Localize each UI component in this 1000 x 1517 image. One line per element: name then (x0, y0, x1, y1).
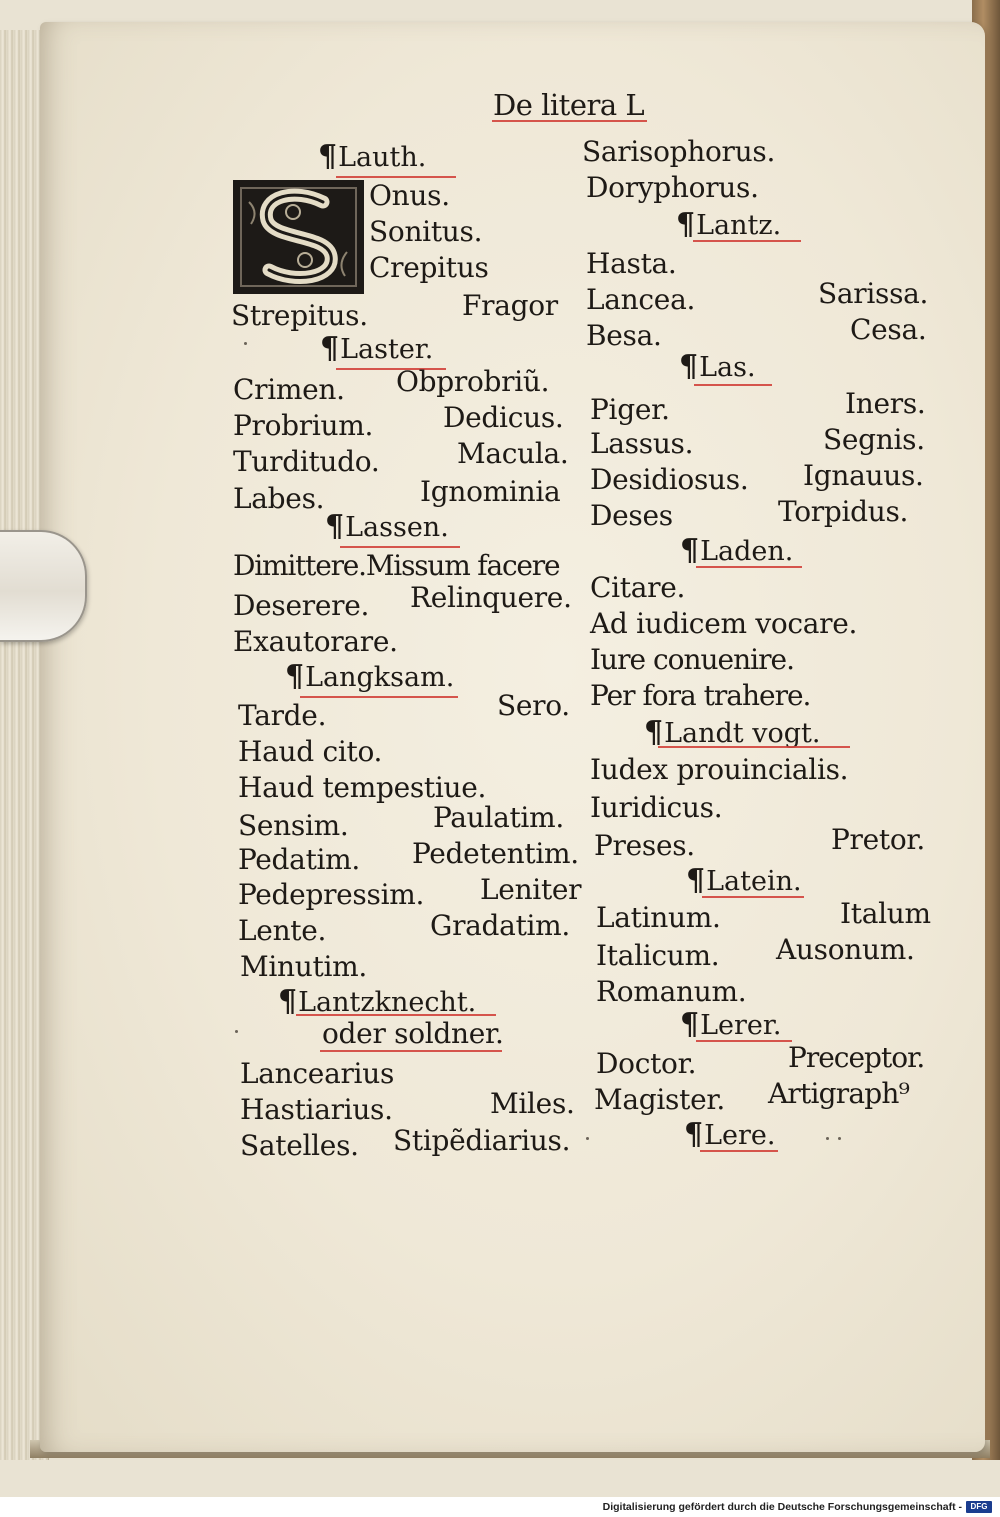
entry-word: Haud tempestiue. (238, 771, 487, 804)
paper-speck (838, 1137, 841, 1140)
entry-word: Labes. (233, 482, 325, 515)
entry-head (686, 863, 802, 898)
pilcrow-icon: ¶ (318, 139, 338, 174)
entry-word: Piger. (590, 393, 670, 426)
pilcrow-icon: ¶ (679, 349, 699, 384)
entry-word: Sonitus. (369, 215, 483, 248)
entry-word: Lente. (238, 914, 327, 947)
entry-word: Onus. (369, 179, 450, 212)
entry-word: Preceptor. (788, 1041, 925, 1074)
entry-head-text: Lauth. (338, 142, 427, 173)
entry-word: Italum (840, 897, 931, 930)
entry-word: Relinquere. (410, 581, 572, 614)
entry-head-rule (700, 1150, 778, 1152)
entry-head-rule (693, 240, 801, 242)
entry-word: Exautorare. (233, 625, 398, 658)
entry-word: Doctor. (596, 1047, 697, 1080)
entry-word: Satelles. (240, 1129, 359, 1162)
entry-word: Desidiosus. (590, 463, 749, 496)
pilcrow-icon: ¶ (278, 984, 298, 1019)
paper-speck (244, 342, 247, 345)
entry-word: Gradatim. (430, 909, 571, 942)
entry-head-rule (336, 176, 456, 178)
entry-word: Crimen. (233, 373, 345, 406)
running-head-rule (492, 120, 647, 122)
entry-head-text: Landt vogt. (664, 718, 821, 749)
entry-head-text: Las. (699, 352, 756, 383)
entry-word: Torpidus. (778, 495, 909, 528)
entry-word: Strepitus. (231, 299, 368, 332)
entry-word: Sensim. (238, 809, 349, 842)
entry-head-rule (694, 384, 772, 386)
entry-head (285, 659, 455, 694)
entry-head (318, 139, 427, 174)
digitization-footer (0, 1497, 1000, 1517)
entry-head-rule (340, 546, 460, 548)
entry-head (320, 331, 434, 366)
entry-head-text: Lerer. (700, 1010, 782, 1041)
entry-head (325, 509, 449, 544)
entry-head-text: Laden. (700, 536, 794, 567)
entry-word: Lancea. (586, 283, 696, 316)
entry-word: Per fora trahere. (590, 679, 811, 712)
entry-word: Artigraph⁹ (768, 1077, 909, 1110)
pilcrow-icon: ¶ (680, 533, 700, 568)
entry-word: Citare. (590, 571, 686, 604)
entry-word: Doryphorus. (586, 171, 759, 204)
entry-head-text: Latein. (706, 866, 802, 897)
entry-word: Segnis. (823, 423, 925, 456)
entry-head (644, 715, 821, 750)
clip-tab (0, 530, 87, 642)
entry-head-text: Lere. (704, 1120, 776, 1151)
pilcrow-icon: ¶ (644, 715, 664, 750)
entry-word: Italicum. (596, 939, 720, 972)
pilcrow-icon: ¶ (680, 1007, 700, 1042)
entry-word: Paulatim. (433, 801, 564, 834)
entry-head (278, 984, 477, 1019)
entry-head-text: Lantz. (696, 210, 782, 241)
entry-word: Probrium. (233, 409, 374, 442)
pilcrow-icon: ¶ (320, 331, 340, 366)
entry-word: Pedetentim. (412, 837, 579, 870)
entry-word: Miles. (490, 1087, 575, 1120)
entry-head-rule (300, 696, 458, 698)
entry-word: Iuridicus. (590, 791, 723, 824)
entry-head-rule (296, 1014, 496, 1016)
pilcrow-icon: ¶ (684, 1117, 704, 1152)
entry-word: Pretor. (831, 823, 926, 856)
entry-word: Lassus. (590, 427, 694, 460)
pilcrow-icon: ¶ (686, 863, 706, 898)
entry-head (676, 207, 782, 242)
entry-head (684, 1117, 776, 1152)
entry-word: Macula. (457, 437, 569, 470)
entry-word: Besa. (586, 319, 662, 352)
pilcrow-icon: ¶ (676, 207, 696, 242)
entry-word: Lancearius (240, 1057, 395, 1090)
entry-word: Pedatim. (238, 843, 361, 876)
entry-head-rule (320, 1050, 502, 1052)
entry-head-rule (696, 566, 802, 568)
entry-word: Pedepressim. (238, 878, 425, 911)
entry-word: Magister. (594, 1083, 725, 1116)
pilcrow-icon: ¶ (285, 659, 305, 694)
entry-word: Iners. (845, 387, 926, 420)
entry-head-text: Lantzknecht. (298, 987, 477, 1018)
entry-word: Tarde. (238, 699, 327, 732)
paper-page (40, 22, 985, 1452)
entry-word: Iudex prouincialis. (590, 753, 849, 786)
entry-head-rule (696, 1040, 792, 1042)
entry-head-rule (658, 746, 850, 748)
decorated-initial-s-icon (233, 180, 364, 294)
entry-word: Turditudo. (233, 445, 380, 478)
pilcrow-icon: ¶ (325, 509, 345, 544)
entry-head-text: Laster. (340, 334, 434, 365)
entry-word: Deserere. (233, 589, 370, 622)
entry-word: Ad iudicem vocare. (590, 607, 858, 640)
entry-word: Romanum. (596, 975, 747, 1008)
entry-head (680, 533, 794, 568)
entry-word: Dimittere.Missum facere (233, 549, 560, 582)
entry-word: Hastiarius. (240, 1093, 393, 1126)
entry-word: Ignauus. (803, 459, 924, 492)
entry-word: Fragor (462, 289, 558, 322)
entry-word: Ignominia (420, 475, 561, 508)
entry-word: Crepitus (369, 251, 489, 284)
entry-word: Cesa. (850, 313, 927, 346)
entry-word: oder soldner. (322, 1017, 504, 1050)
entry-word: Obprobriũ. (396, 365, 550, 398)
entry-head-rule (702, 896, 804, 898)
footer-credit: Digitalisierung gefördert durch die Deutsche Forschungsgemeinschaft - (602, 1501, 962, 1513)
entry-word: Minutim. (240, 950, 367, 983)
dfg-logo: DFG (966, 1501, 992, 1513)
entry-word: Stipẽdiarius. (393, 1124, 571, 1157)
paper-speck (586, 1137, 589, 1140)
entry-word: Sero. (497, 689, 570, 722)
entry-head (679, 349, 756, 384)
entry-word: Iure conuenire. (590, 643, 794, 676)
entry-head-text: Lassen. (345, 512, 449, 543)
paper-speck (235, 1030, 238, 1033)
entry-word: Sarisophorus. (582, 135, 776, 168)
entry-head-text: Langksam. (305, 662, 455, 693)
entry-word: Leniter (480, 873, 582, 906)
paper-speck (826, 1137, 829, 1140)
entry-word: Dedicus. (443, 401, 564, 434)
entry-word: Preses. (594, 829, 695, 862)
entry-word: Haud cito. (238, 735, 383, 768)
running-head: De litera L (493, 88, 645, 122)
entry-word: Deses (590, 499, 673, 532)
entry-word: Ausonum. (776, 933, 915, 966)
entry-word: Hasta. (586, 247, 677, 280)
entry-word: Sarissa. (818, 277, 929, 310)
entry-head (680, 1007, 782, 1042)
entry-word: Latinum. (596, 901, 721, 934)
